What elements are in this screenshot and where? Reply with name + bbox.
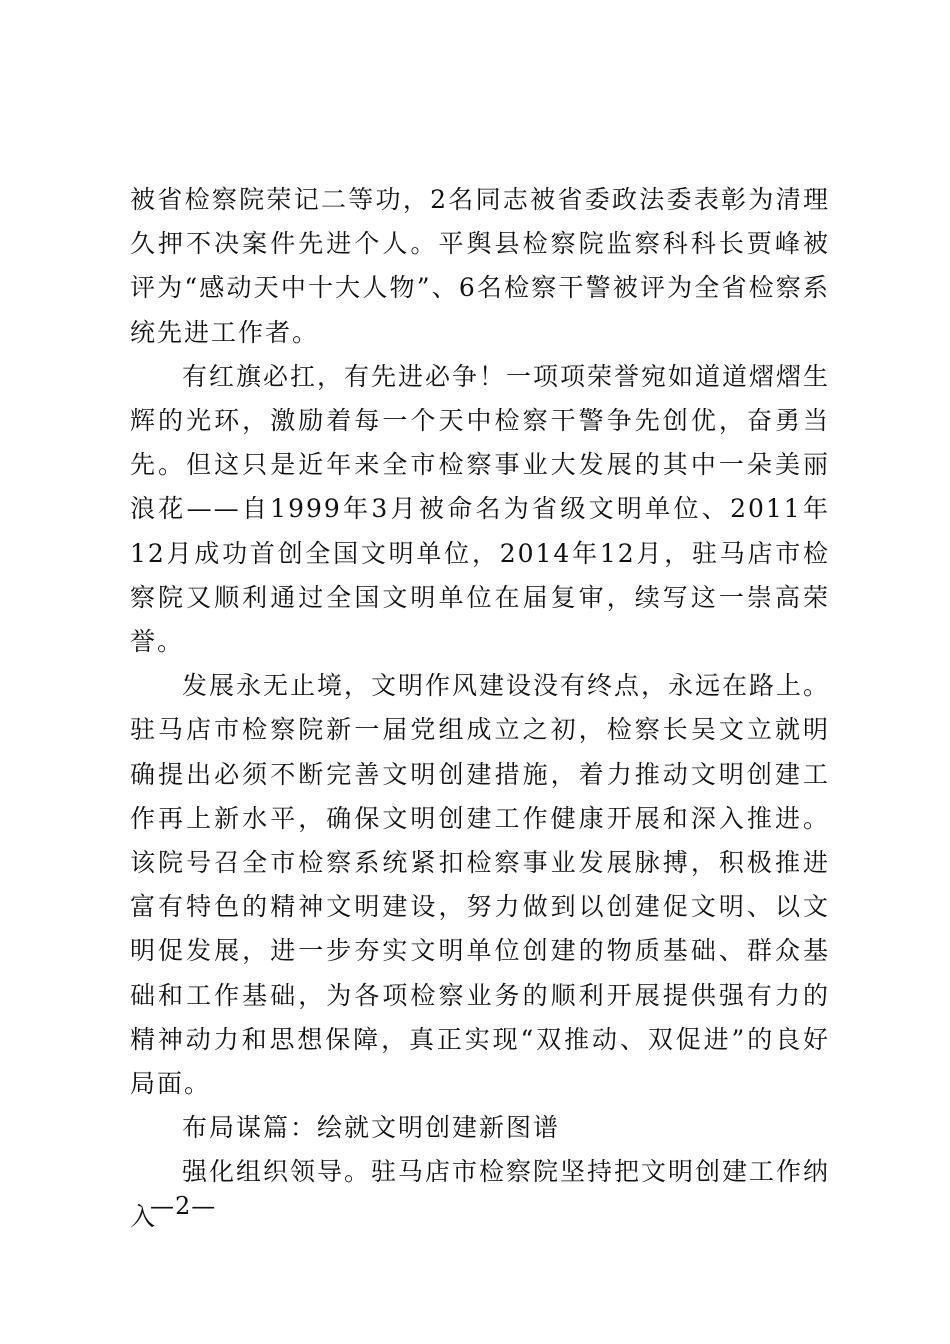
page-number: —2— <box>150 1192 217 1220</box>
paragraph-continued: 被省检察院荣记二等功，2名同志被省委政法委表彰为清理久押不决案件先进个人。平舆县检察院监察科科长贾峰被评为“感动天中十大人物”、6名检察干警被评为全省检察系统先进工作者。 <box>130 185 830 347</box>
paragraph: 强化组织领导。驻马店市检察院坚持把文明创建工作纳入 <box>130 1157 831 1231</box>
section-heading: 布局谋篇：绘就文明创建新图谱 <box>182 1113 561 1143</box>
document-body <box>130 178 830 1239</box>
paragraph: 发展永无止境，文明作风建设没有终点，永远在路上。驻马店市检察院新一届党组成立之初，检察长吴文立就明确提出必须不断完善文明创建措施，着力推动文明创建工作再上新水平，确保文明创建工作健康开展和深入推进。该院号召全市检察系统紧扣检察事业发展脉搏，积极推进富有特色的精神文明建设，努力做到以创建促文明、以文明促发展，进一步夯实文明单位创建的物质基础、群众基础和工作基础，为各项检察业务的顺利开展提供强有力的精神动力和思想保障，真正实现“双推动、双促进”的良好局面。 <box>130 671 831 1099</box>
paragraph: 有红旗必扛，有先进必争！一项项荣誉宛如道道熠熠生辉的光环，激励着每一个天中检察干警争先创优，奋勇当先。但这只是近年来全市检察事业大发展的其中一朵美丽浪花——自1999年3月被命名为省级文明单位、2011年12月成功首创全国文明单位，2014年12月，驻马店市检察院又顺利通过全国文明单位在届复审，续写这一崇高荣誉。 <box>130 361 831 657</box>
